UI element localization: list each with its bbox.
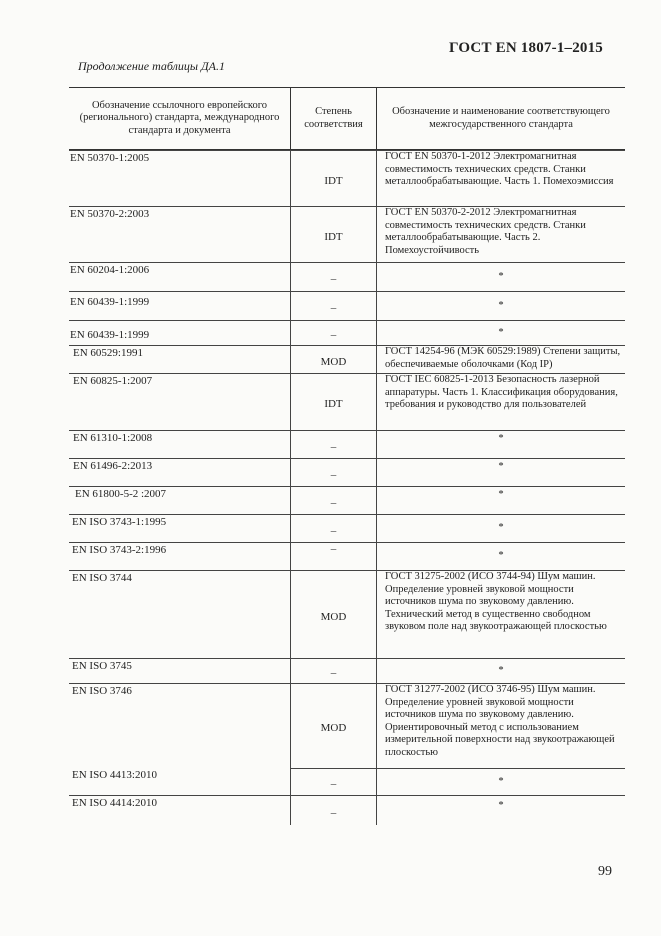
national-standard-cell: ГОСТ 31277-2002 (ИСО 3746-95) Шум машин. Определение уровней звуковой мощности источников шума по звуковому давлению. Ориентировочный метод с использованием измерительной поверхности над звукоотражающей плоскостью bbox=[377, 683, 625, 768]
table-row bbox=[69, 291, 625, 320]
table-row bbox=[69, 514, 625, 542]
table-row bbox=[69, 486, 625, 514]
degree-cell: IDT bbox=[291, 373, 377, 430]
table-row bbox=[69, 542, 625, 570]
national-standard-cell: * bbox=[377, 458, 625, 486]
degree-cell: – bbox=[291, 768, 377, 795]
table-row bbox=[69, 458, 625, 486]
reference-cell: EN 61496-2:2013 bbox=[69, 458, 291, 486]
table-row bbox=[69, 430, 625, 458]
national-standard-cell: * bbox=[377, 542, 625, 570]
table-row bbox=[69, 683, 625, 768]
reference-cell: EN 60825-1:2007 bbox=[69, 373, 291, 430]
national-standard-cell: ГОСТ EN 50370-1-2012 Электромагнитная совместимость технических средств. Станки металлообрабатывающие. Часть 1. Помехоэмиссия bbox=[377, 150, 625, 206]
reference-standards-table bbox=[69, 87, 625, 825]
national-standard-cell: ГОСТ 14254-96 (МЭК 60529:1989) Степени защиты, обеспечиваемые оболочками (Код IP) bbox=[377, 345, 625, 373]
reference-cell: EN 50370-2:2003 bbox=[69, 206, 291, 262]
reference-cell: EN 60439-1:1999 bbox=[69, 320, 291, 345]
reference-cell: EN 50370-1:2005 bbox=[69, 150, 291, 206]
national-standard-cell: ГОСТ EN 50370-2-2012 Электромагнитная совместимость технических средств. Станки металлообрабатывающие. Часть 2. Помехоустойчивость bbox=[377, 206, 625, 262]
national-standard-cell: ГОСТ IEC 60825-1-2013 Безопасность лазерной аппаратуры. Часть 1. Классификация оборудования, требования и руководство для пользователей bbox=[377, 373, 625, 430]
degree-cell: – bbox=[291, 542, 377, 570]
column-header-reference: Обозначение ссылочного европейского (регионального) стандарта, международного стандарта и документа bbox=[69, 88, 291, 149]
degree-cell: – bbox=[291, 486, 377, 514]
degree-cell: – bbox=[291, 291, 377, 320]
degree-cell: – bbox=[291, 795, 377, 825]
national-standard-cell: * bbox=[377, 486, 625, 514]
column-header-degree: Степень соответствия bbox=[291, 88, 377, 149]
table-row bbox=[69, 320, 625, 345]
reference-cell: EN ISO 4413:2010 bbox=[69, 768, 291, 795]
column-header-national: Обозначение и наименование соответствующего межгосударственного стандарта bbox=[392, 106, 610, 130]
degree-cell: IDT bbox=[291, 206, 377, 262]
degree-cell: MOD bbox=[291, 345, 377, 373]
table-row bbox=[69, 262, 625, 291]
table-row bbox=[69, 345, 625, 373]
reference-cell: EN ISO 3743-1:1995 bbox=[69, 514, 291, 542]
national-standard-cell: * bbox=[377, 291, 625, 320]
table-row bbox=[69, 658, 625, 683]
national-standard-cell: * bbox=[377, 768, 625, 795]
table-row bbox=[69, 795, 625, 825]
national-standard-cell: * bbox=[377, 320, 625, 345]
table-caption: Продолжение таблицы ДА.1 bbox=[78, 59, 225, 73]
reference-cell: EN ISO 3743-2:1996 bbox=[69, 542, 291, 570]
table-row bbox=[69, 768, 625, 795]
degree-cell: – bbox=[291, 320, 377, 345]
document-standard-title: ГОСТ EN 1807-1–2015 bbox=[449, 40, 603, 56]
reference-cell: EN ISO 3745 bbox=[69, 658, 291, 683]
reference-cell: EN 61800-5-2 :2007 bbox=[69, 486, 291, 514]
national-standard-cell: * bbox=[377, 262, 625, 291]
table-row bbox=[69, 206, 625, 262]
national-standard-cell: * bbox=[377, 430, 625, 458]
degree-cell: – bbox=[291, 458, 377, 486]
reference-cell: EN 60529:1991 bbox=[69, 345, 291, 373]
table-row bbox=[69, 570, 625, 658]
national-standard-cell: ГОСТ 31275-2002 (ИСО 3744-94) Шум машин. Определение уровней звуковой мощности источников шума по звуковому давлению. Технический метод в существенно свободном звуковом поле над звукоотражающей плоскостью bbox=[377, 570, 625, 658]
reference-cell: EN 61310-1:2008 bbox=[69, 430, 291, 458]
degree-cell: – bbox=[291, 262, 377, 291]
table-row bbox=[69, 373, 625, 430]
degree-cell: – bbox=[291, 658, 377, 683]
reference-cell: EN ISO 3744 bbox=[69, 570, 291, 658]
degree-cell: – bbox=[291, 514, 377, 542]
degree-cell: IDT bbox=[291, 150, 377, 206]
table-header bbox=[69, 87, 625, 150]
table-row bbox=[69, 150, 625, 206]
national-standard-cell: * bbox=[377, 514, 625, 542]
degree-cell: MOD bbox=[291, 683, 377, 768]
degree-cell: – bbox=[291, 430, 377, 458]
national-standard-cell: * bbox=[377, 795, 625, 825]
reference-cell: EN ISO 4414:2010 bbox=[69, 795, 291, 825]
reference-cell: EN ISO 3746 bbox=[69, 683, 291, 768]
reference-cell: EN 60439-1:1999 bbox=[69, 291, 291, 320]
degree-cell: MOD bbox=[291, 570, 377, 658]
national-standard-cell: * bbox=[377, 658, 625, 683]
page-number: 99 bbox=[598, 864, 612, 879]
reference-cell: EN 60204-1:2006 bbox=[69, 262, 291, 291]
